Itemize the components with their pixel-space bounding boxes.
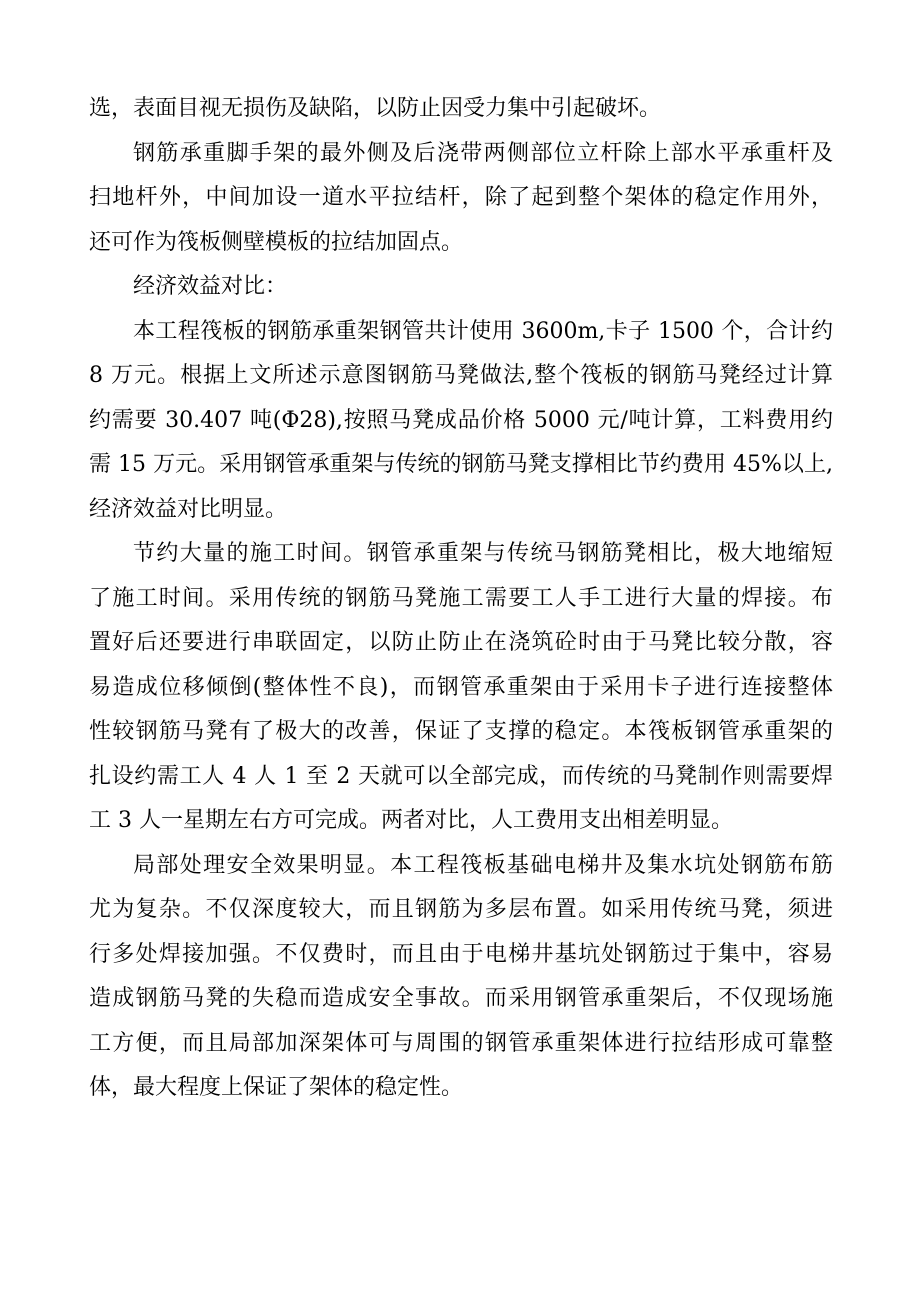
- text-line: 尤为复杂。不仅深度较大，而且钢筋为多层布置。如采用传统马凳，须进: [89, 897, 833, 922]
- text-line: 体，最大程度上保证了架体的稳定性。: [89, 1075, 464, 1100]
- text-line: 行多处焊接加强。不仅费时，而且由于电梯井基坑处钢筋过于集中，容易: [89, 941, 833, 967]
- text-line: 经济效益对比：: [133, 274, 288, 299]
- text-line: 还可作为筏板侧壁模板的拉结加固点。: [89, 229, 464, 255]
- text-line: 易造成位移倾倒(整体性不良)，而钢管承重架由于采用卡子进行连接整体: [89, 674, 833, 700]
- paragraph-time-saving: [89, 532, 833, 844]
- text-line: 扎设约需工人 4 人 1 至 2 天就可以全部完成，而传统的马凳制作则需要焊: [89, 763, 833, 789]
- text-line: 造成钢筋马凳的失稳而造成安全事故。而采用钢管承重架后，不仅现场施: [89, 986, 833, 1011]
- paragraph-continuation: [89, 87, 833, 132]
- text-line: 约需要 30.407 吨(Φ28),按照马凳成品价格 5000 元/吨计算，工料费用约: [89, 407, 833, 433]
- paragraph-safety-effect: [89, 844, 833, 1111]
- text-line: 了施工时间。采用传统的钢筋马凳施工需要工人手工进行大量的焊接。布: [89, 585, 833, 611]
- text-line: 性较钢筋马凳有了极大的改善，保证了支撑的稳定。本筏板钢管承重架的: [89, 719, 833, 744]
- text-line: 选，表面目视无损伤及缺陷，以防止因受力集中引起破坏。: [89, 96, 662, 121]
- text-line: 本工程筏板的钢筋承重架钢管共计使用 3600m,卡子 1500 个，合计约: [133, 318, 833, 344]
- text-line: 工方便，而且局部加深架体可与周围的钢管承重架体进行拉结形成可靠整: [89, 1030, 833, 1056]
- text-line: 8 万元。根据上文所述示意图钢筋马凳做法,整个筏板的钢筋马凳经过计算: [89, 363, 833, 388]
- document-body: [89, 87, 833, 1111]
- text-line: 钢筋承重脚手架的最外侧及后浇带两侧部位立杆除上部水平承重杆及: [133, 140, 833, 166]
- text-line: 需 15 万元。采用钢管承重架与传统的钢筋马凳支撑相比节约费用 45%以上,: [89, 452, 833, 477]
- text-line: 局部处理安全效果明显。本工程筏板基础电梯井及集水坑处钢筋布筋: [133, 852, 833, 878]
- text-line: 置好后还要进行串联固定，以防止防止在浇筑砼时由于马凳比较分散，容: [89, 630, 833, 655]
- text-line: 节约大量的施工时间。钢管承重架与传统马钢筋凳相比，极大地缩短: [133, 541, 833, 566]
- text-line: 经济效益对比明显。: [89, 496, 288, 522]
- text-line: 工 3 人一星期左右方可完成。两者对比，人工费用支出相差明显。: [89, 808, 733, 833]
- section-heading-economic-comparison: [89, 265, 833, 310]
- text-line: 扫地杆外，中间加设一道水平拉结杆，除了起到整个架体的稳定作用外，: [89, 185, 833, 210]
- paragraph-cost-comparison: [89, 310, 833, 533]
- paragraph-tie-rod: [89, 132, 833, 266]
